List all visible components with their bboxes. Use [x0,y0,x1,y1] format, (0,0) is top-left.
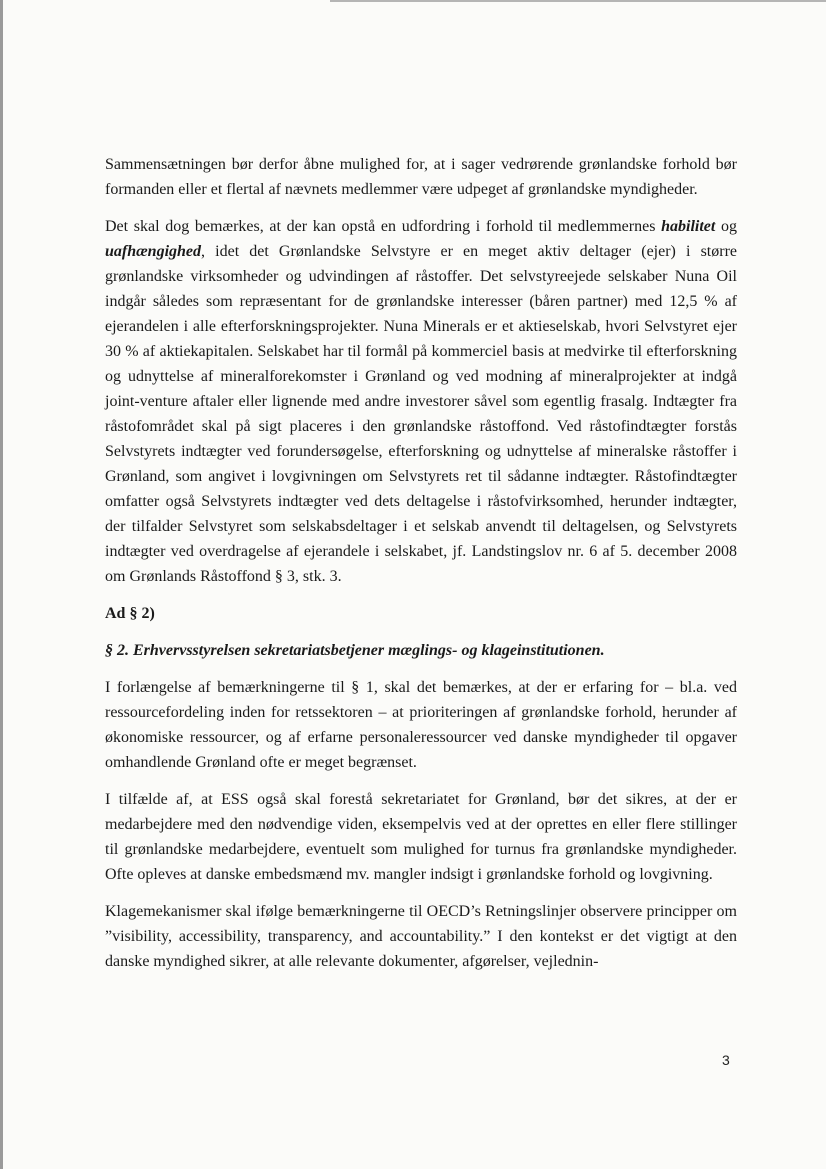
term-habilitet: habilitet [661,218,716,235]
paragraph-3: I forlængelse af bemærkningerne til § 1, skal det bemærkes, at der er erfaring for – bl.a. ved ressourcefordeling inden for retssektoren – at prioriteringen af grønlandske forhold, herunder af økonomiske ressourcer, og af erfarne personaleressourcer ved danske myndigheder til opgaver omhandlende Grønland ofte er meget begrænset. [105,679,737,771]
paragraph-2-part-a: Det skal dog bemærkes, at der kan opstå en udfordring i forhold til medlemmernes [105,218,662,235]
paragraph-4: I tilfælde af, at ESS også skal forestå sekretariatet for Grønland, bør det sikres, at der er medarbejdere med den nødvendige viden, eksempelvis ved at der oprettes en eller flere stillinger til grønlandske medarbejdere, eventuelt som mulighed for turnus fra grønlandske myndigheder. Ofte opleves at danske embedsmænd mv. mangler indsigt i grønlandske forhold og lovgivning. [105,791,737,883]
section-heading: Ad § 2) [105,605,155,622]
scan-edge-left [0,0,3,1169]
document-body [105,152,737,986]
paragraph-1: Sammensætningen bør derfor åbne mulighed for, at i sager vedrørende grønlandske forhold bør formanden eller et flertal af nævnets medlemmer være udpeget af grønlandske myndigheder. [105,156,737,198]
page-number: 3 [722,1052,730,1068]
paragraph-2 [105,214,737,589]
paragraph-2-part-c: og [715,218,737,235]
section-subheading: § 2. Erhvervsstyrelsen sekretariatsbetjener mæglings- og klageinstitutionen. [105,642,605,659]
term-uafhaengighed: uafhængighed [105,243,202,260]
paragraph-5: Klagemekanismer skal ifølge bemærkningerne til OECD’s Retningslinjer observere principper om ”visibility, accessibility, transparency, and accountability.” I den kontekst er det vigtigt at den danske myndighed sikrer, at alle relevante dokumenter, afgørelser, vejlednin- [105,903,737,970]
scan-edge-top [330,0,826,2]
paragraph-2-part-e: , idet det Grønlandske Selvstyre er en meget aktiv deltager (ejer) i større grønlandske virksomheder og udvindingen af råstoffer. Det selvstyreejede selskaber Nuna Oil indgår således som repræsentant for de grønlandske interesser (båren partner) med 12,5 % af ejerandelen i alle efterforskningsprojekter. Nuna Minerals er et aktieselskab, hvori Selvstyret ejer 30 % af aktiekapitalen. Selskabet har til formål på kommerciel basis at medvirke til efterforskning og udnyttelse af mineralforekomster i Grønland og ved modning af mineralprojekter at indgå joint-venture aftaler eller lignende med andre investorer såvel som egentlig frasalg. Indtægter fra råstofområdet skal på sigt placeres i den grønlandske råstoffond. Ved råstofindtægter forstås Selvstyrets indtægter ved forundersøgelse, efterforskning og udnyttelse af mineralske råstoffer i Grønland, som angivet i lovgivningen om Selvstyrets ret til sådanne indtægter. Råstofindtægter omfatter også Selvstyrets indtægter ved dets deltagelse i råstofvirksomhed, herunder indtægter, der tilfalder Selvstyret som selskabsdeltager i et selskab anvendt til deltagelsen, og Selvstyrets indtægter ved overdragelse af ejerandele i selskabet, jf. Landstingslov nr. 6 af 5. december 2008 om Grønlands Råstoffond § 3, stk. 3. [105,243,737,585]
